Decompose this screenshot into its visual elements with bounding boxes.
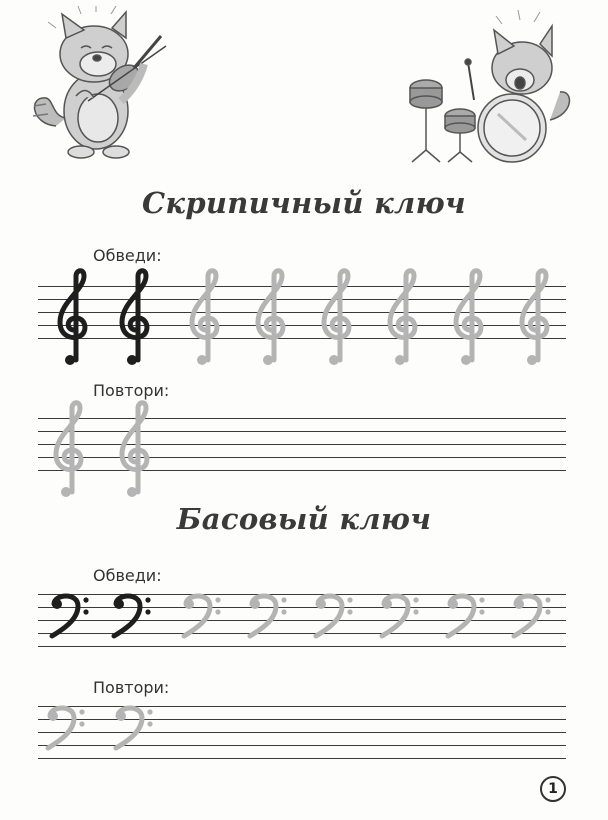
treble-clef-icon (318, 268, 358, 372)
page-number: 1 (540, 776, 566, 802)
bass-clef-icon (180, 590, 224, 644)
cat-violin-illustration (26, 6, 176, 166)
bass-clef-icon (48, 590, 92, 644)
treble-trace-label: Обведи: (93, 246, 162, 265)
treble-clef-icon (116, 400, 156, 504)
treble-clef-icon (384, 268, 424, 372)
treble-clef-icon (54, 268, 94, 372)
bass-clef-icon (510, 590, 554, 644)
treble-clef-icon (450, 268, 490, 372)
bass-repeat-label: Повтори: (93, 678, 170, 697)
bass-clef-icon (110, 590, 154, 644)
bass-trace-label: Обведи: (93, 566, 162, 585)
treble-clef-icon (50, 400, 90, 504)
bass-clef-icon (44, 702, 88, 756)
treble-clef-icon (186, 268, 226, 372)
cat-drums-illustration (402, 10, 577, 170)
treble-clef-title: Скрипичный ключ (142, 186, 466, 220)
bass-clef-icon (378, 590, 422, 644)
bass-clef-icon (246, 590, 290, 644)
bass-clef-icon (112, 702, 156, 756)
bass-clef-title: Басовый ключ (176, 502, 432, 536)
bass-clef-icon (312, 590, 356, 644)
bass-clef-icon (444, 590, 488, 644)
treble-clef-icon (252, 268, 292, 372)
treble-repeat-label: Повтори: (93, 381, 170, 400)
treble-clef-icon (516, 268, 556, 372)
treble-clef-icon (116, 268, 156, 372)
